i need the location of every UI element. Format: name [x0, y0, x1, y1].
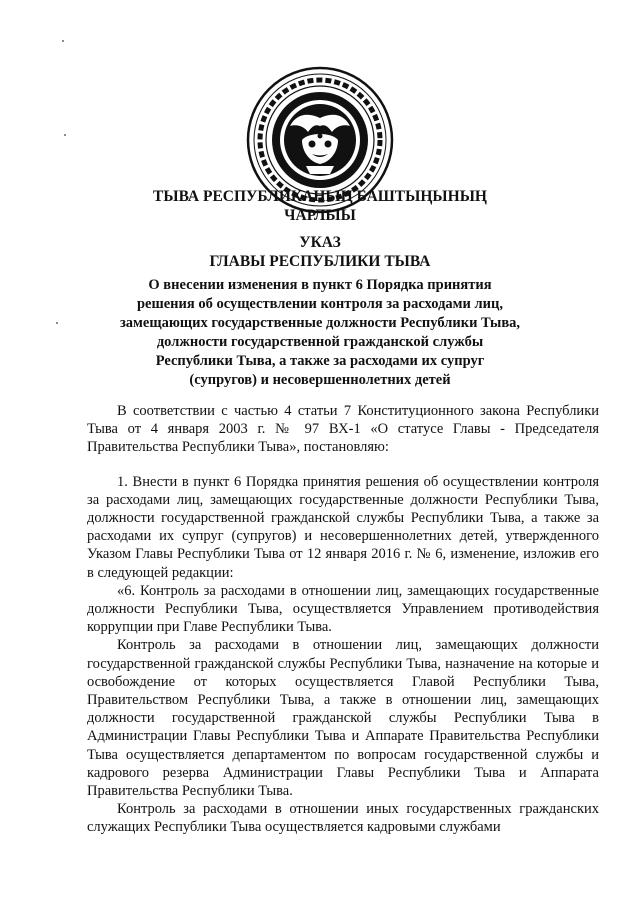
title-line-2: ЧАРЛЫЫ [284, 207, 356, 224]
quote-paragraph-3: Контроль за расходами в отношении иных государственных гражданских служащих Республики Тыва осуществляется кадровыми службами [87, 801, 599, 836]
scan-speck [56, 322, 58, 324]
scan-speck [62, 40, 64, 42]
decree-label: УКАЗ [299, 234, 341, 251]
paragraph-gap [87, 457, 599, 473]
quote-paragraph-1: «6. Контроль за расходами в отношении лиц, замещающих государственные должности Республики Тыва, осуществляется Управлением противодействия коррупции при Главе Республики Тыва. [87, 582, 599, 636]
subject-line: решения об осуществлении контроля за расходами лиц, [136, 296, 504, 312]
title-line-1: ТЫВА РЕСПУБЛИКАНЫҢ БАШТЫҢЫНЫҢ [153, 188, 487, 205]
quote-paragraph-2: Контроль за расходами в отношении лиц, замещающих должности государственной гражданской службы Республики Тыва, назначение на которые и освобождение от которых осуществляется Главой Республики Тыва, Правительством Республики Тыва, а также в отношении лиц, замещающих должности государственной гражданской службы Республики Тыва в Администрации Главы Республики Тыва и Аппарате Правительства Республики Тыва осуществляется департаментом по вопросам государственной службы и кадрового резерва Администрации Главы Республики Тыва и Аппарата Правительства Республики Тыва. [87, 637, 599, 800]
decree-issuer: ГЛАВЫ РЕСПУБЛИКИ ТЫВА [209, 253, 431, 270]
subject-line: Республики Тыва, а также за расходами их супруг [155, 353, 485, 369]
decree-body [87, 402, 599, 837]
preamble-paragraph: В соответствии с частью 4 статьи 7 Конституционного закона Республики Тыва от 4 января 2003 г. № 97 ВХ-1 «О статусе Главы - Председателя Правительства Республики Тыва», постановляю: [87, 403, 599, 456]
subject-line: О внесении изменения в пункт 6 Порядка принятия [148, 277, 492, 293]
subject-line: (супругов) и несовершеннолетних детей [189, 372, 451, 388]
scan-speck [64, 134, 66, 136]
subject-line: замещающих государственные должности Республики Тыва, [119, 315, 521, 331]
subject-line: должности государственной гражданской службы [156, 334, 484, 350]
decree-subject [80, 276, 560, 390]
item-1-paragraph: 1. Внести в пункт 6 Порядка принятия решения об осуществлении контроля за расходами лиц, замещающих государственные должности Республики Тыва, должности государственной гражданской службы Республики Тыва, а также за расходами их супруг (супругов) и несовершеннолетних детей, утвержденного Указом Главы Республики Тыва от 12 января 2016 г. № 6, изменение, изложив его в следующей редакции: [87, 473, 599, 581]
